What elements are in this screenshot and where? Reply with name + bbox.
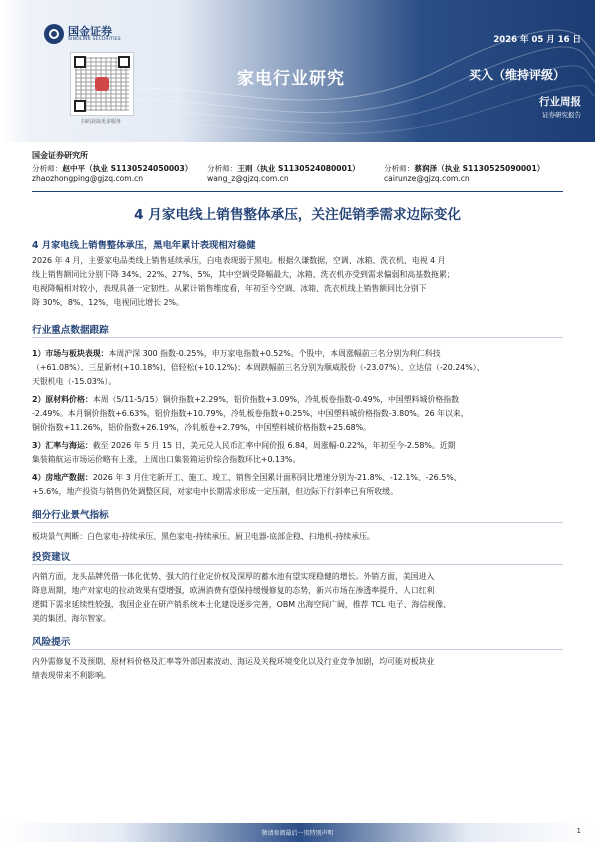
investment-line: 内销方面，龙头品牌凭借一体化优势、强大的行业定价权及深厚的蓄水池有望实现稳健的增长。外销方面，美国进入 — [32, 572, 435, 581]
section-divider — [32, 337, 563, 338]
risk-line: 内外需修复不及预期、原材料价格及汇率等外部因素波动、海运及关税环境变化以及行业竞争加剧，均可能对板块业 — [32, 657, 435, 666]
qr-caption: 扫码获取更多服务 — [80, 119, 121, 125]
analyst-3-email[interactable]: cairunze@gjzq.com.cn — [384, 174, 470, 183]
logo-emblem-icon — [44, 24, 64, 44]
page-number: 1 — [576, 827, 581, 835]
logo-name-en: SINOLINK SECURITIES — [68, 37, 121, 42]
report-title: 家电行业研究 — [237, 69, 345, 89]
risk-line: 绩表现带来不利影响。 — [32, 671, 111, 680]
prosperity-line: 板块景气判断：白色家电-持续承压、黑色家电-持续承压、厨卫电器-底部企稳、扫地机-持续承压。 — [32, 532, 375, 541]
summary-line: 降 30%、8%、12%，电视同比增长 2%。 — [32, 298, 184, 307]
section-title-risk: 风险提示 — [32, 637, 71, 648]
summary-line: 线上销售额同比分别下降 34%、22%、27%、5%，其中空调受降幅最大，冰箱、洗衣机亦受到需求偏弱和高基数拖累； — [32, 270, 455, 279]
analyst-1-email[interactable]: zhaozhongping@gjzq.com.cn — [32, 174, 144, 183]
analyst-name: 王则（执业 S1130524080001） — [237, 164, 360, 173]
analyst-2-email[interactable]: wang_z@gjzq.com.cn — [207, 174, 289, 183]
summary-line: 电视降幅相对较小，表现具备一定韧性。从累计销售维度看，年初至今空调、冰箱、洗衣机线上销售额同比分别下 — [32, 284, 427, 293]
tracking-line: （+61.08%）、三星新材(+10.18%)、倍轻松(+10.12%)；本周跌幅前三名分别为顺威股份（-23.07%）、立达信（-20.24%）、 — [32, 363, 485, 372]
analyst-2 — [207, 163, 360, 174]
tracking-line: 铜价指数+11.26%，铝价指数+26.19%，冷轧板卷+2.79%，中国塑料城价格指数+25.68%。 — [32, 423, 372, 432]
analyst-name: 赵中平（执业 S1130524050003） — [62, 164, 193, 173]
section-title-investment: 投资建议 — [32, 552, 71, 563]
footer-disclaimer-link[interactable]: 敬请参阅最后一页特别声明 — [261, 830, 334, 837]
report-headline: 4 月家电线上销售整体承压，关注促销季需求边际变化 — [134, 207, 461, 223]
section-title-prosperity: 细分行业景气指标 — [32, 510, 109, 521]
rating-badge: 买入（维持评级） — [468, 68, 565, 82]
investment-line: 美的集团、海尔智家。 — [32, 614, 111, 623]
qr-code-icon — [70, 52, 134, 116]
divider — [32, 191, 563, 192]
analyst-name: 蔡润泽（执业 S1130525090001） — [414, 164, 545, 173]
analyst-3 — [384, 163, 544, 174]
section-divider — [32, 564, 563, 565]
tracking-line: 4）房地产数据：2026 年 3 月住宅新开工、施工、竣工、销售全国累计面积同比增速分别为-21.8%、-12.1%、-26.5%、 — [32, 473, 462, 482]
tracking-line: 1）市场与板块表现：本周沪深 300 指数-0.25%，申万家电指数+0.52%。个股中，本周涨幅前三名分别为利仁科技 — [32, 349, 441, 358]
analyst-label: 分析师： — [32, 164, 63, 173]
report-subtype: 证券研究报告 — [542, 111, 581, 119]
tracking-line: 天银机电（-15.03%）。 — [32, 377, 117, 386]
section-divider — [32, 522, 563, 523]
summary-line: 2026 年 4 月，主要家电品类线上销售延续承压，白电表现弱于黑电。根据久谦数据，空调、冰箱、洗衣机、电视 4 月 — [32, 256, 446, 265]
company-logo — [44, 24, 132, 46]
analyst-label: 分析师： — [207, 164, 238, 173]
tracking-line: +5.6%，地产投资与销售仍处调整区间，对家电中长期需求形成一定压制，但边际下行斜率已有所收缓。 — [32, 487, 398, 496]
logo-name-cn: 国金证券 — [68, 25, 112, 38]
section-divider — [32, 649, 563, 650]
research-institute: 国金证券研究所 — [32, 151, 88, 160]
analyst-1 — [32, 163, 192, 174]
investment-line: 逻辑下需求延续性较强，我国企业在研产销系统本土化建设逐步完善，OBM 出海空间广阔，推荐 TCL 电子、海信视像、 — [32, 600, 451, 609]
investment-line: 降息周期，地产对家电的拉动效果有望增强，欧洲消费有望保持缓慢修复的态势，新兴市场在渗透率提升、人口红利 — [32, 586, 435, 595]
summary-title: 4 月家电线上销售整体承压，黑电年累计表现相对稳健 — [32, 240, 256, 251]
tracking-line: 集装箱航运市场运价略有上涨，上周出口集装箱运价综合指数环比+0.13%。 — [32, 455, 301, 464]
tracking-line: -2.49%。本月铜价指数+6.63%，铝价指数+10.79%，冷轧板卷指数+0.25%，中国塑料城价格指数-3.80%。26 年以来， — [32, 409, 469, 418]
report-type: 行业周报 — [539, 96, 581, 108]
section-title-tracking: 行业重点数据跟踪 — [32, 325, 109, 336]
tracking-line: 2）原材料价格：本周（5/11-5/15）铜价指数+2.29%，铝价指数+3.09%，冷轧板卷指数-0.49%，中国塑料城价格指数 — [32, 395, 460, 404]
analyst-label: 分析师： — [384, 164, 415, 173]
tracking-line: 3）汇率与海运：截至 2026 年 5 月 15 日，美元兑人民币汇率中间价报 6.84，周涨幅-0.22%，年初至今-2.58%。近期 — [32, 441, 456, 450]
report-date: 2026 年 05 月 16 日 — [493, 35, 581, 45]
